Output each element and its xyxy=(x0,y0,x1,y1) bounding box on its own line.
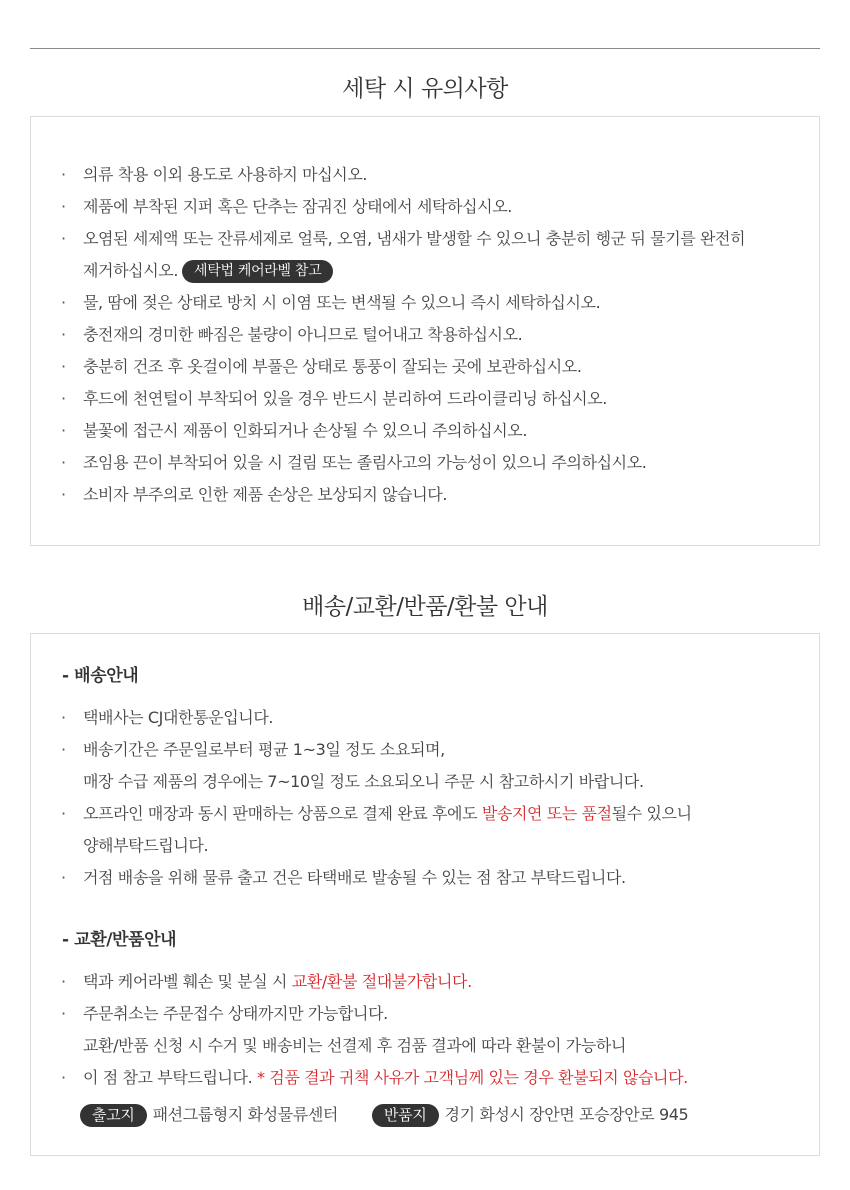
item-text: 충분히 건조 후 옷걸이에 부풀은 상태로 통풍이 잘되는 곳에 보관하십시오. xyxy=(83,357,582,376)
list-item-continuation xyxy=(31,830,819,862)
delivery-box xyxy=(30,633,820,1156)
bullet: · xyxy=(61,804,66,823)
returns-heading: - 교환/반품안내 xyxy=(62,930,177,950)
bullet: · xyxy=(61,293,66,312)
inspection-warning-text: * 검품 결과 귀책 사유가 고객님께 있는 경우 환불되지 않습니다. xyxy=(257,1068,688,1087)
bullet: · xyxy=(61,325,66,344)
bullet: · xyxy=(61,421,66,440)
bullet: · xyxy=(61,740,66,759)
item-text: 충전재의 경미한 빠짐은 불량이 아니므로 털어내고 착용하십시오. xyxy=(83,325,523,344)
list-item xyxy=(31,415,819,447)
item-text: 양해부탁드립니다. xyxy=(83,836,209,855)
item-text: 주문취소는 주문접수 상태까지만 가능합니다. xyxy=(83,1004,388,1023)
item-text: 택과 케어라벨 훼손 및 분실 시 xyxy=(83,972,292,991)
item-text: 교환/반품 신청 시 수거 및 배송비는 선결제 후 검품 결과에 따라 환불이 가능하니 xyxy=(83,1036,627,1055)
item-text: 불꽃에 접근시 제품이 인화되거나 손상될 수 있으니 주의하십시오. xyxy=(83,421,528,440)
list-item xyxy=(31,159,819,191)
list-item xyxy=(31,734,819,766)
item-text: 될수 있으니 xyxy=(611,804,692,823)
item-text: 오프라인 매장과 동시 판매하는 상품으로 결제 완료 후에도 xyxy=(83,804,482,823)
release-label-badge: 출고지 xyxy=(80,1104,147,1127)
bullet: · xyxy=(61,972,66,991)
release-address: 패션그룹형지 화성물류센터 xyxy=(152,1105,338,1124)
no-refund-warning-text: 교환/환불 절대불가합니다. xyxy=(291,972,472,991)
list-item xyxy=(31,287,819,319)
bullet: · xyxy=(61,1004,66,1023)
return-address: 경기 화성시 장안면 포승장안로 945 xyxy=(444,1105,689,1124)
address-row xyxy=(80,1102,688,1127)
item-text: 조임용 끈이 부착되어 있을 시 걸림 또는 졸림사고의 가능성이 있으니 주의하십시오. xyxy=(83,453,647,472)
delivery-section-title: 배송/교환/반품/환불 안내 xyxy=(302,594,548,620)
list-item xyxy=(31,191,819,223)
list-item xyxy=(31,319,819,351)
top-divider xyxy=(30,48,820,49)
list-item xyxy=(31,479,819,511)
item-text: 제품에 부착된 지퍼 혹은 단추는 잠궈진 상태에서 세탁하십시오. xyxy=(83,197,512,216)
item-text: 제거하십시오. xyxy=(83,261,179,280)
item-text: 오염된 세제액 또는 잔류세제로 얼룩, 오염, 냄새가 발생할 수 있으니 충분히 헹군 뒤 물기를 완전히 xyxy=(83,229,746,248)
bullet: · xyxy=(61,1068,66,1087)
item-text: 매장 수급 제품의 경우에는 7~10일 정도 소요되오니 주문 시 참고하시기 바랍니다. xyxy=(83,772,644,791)
item-text: 소비자 부주의로 인한 제품 손상은 보상되지 않습니다. xyxy=(83,485,448,504)
bullet: · xyxy=(61,357,66,376)
list-item xyxy=(31,966,819,998)
item-text: 배송기간은 주문일로부터 평균 1~3일 정도 소요되며, xyxy=(83,740,445,759)
list-item-continuation xyxy=(31,255,819,287)
item-text: 물, 땀에 젖은 상태로 방치 시 이염 또는 변색될 수 있으니 즉시 세탁하십시오. xyxy=(83,293,601,312)
bullet: · xyxy=(61,708,66,727)
list-item xyxy=(31,351,819,383)
list-item xyxy=(31,862,819,894)
shipping-heading: - 배송안내 xyxy=(62,666,139,686)
list-item-continuation xyxy=(31,766,819,798)
bullet: · xyxy=(61,165,66,184)
bullet: · xyxy=(61,868,66,887)
bullet: · xyxy=(61,453,66,472)
list-item xyxy=(31,223,819,255)
washing-list xyxy=(31,159,819,511)
item-text: 후드에 천연털이 부착되어 있을 경우 반드시 분리하여 드라이클리닝 하십시오. xyxy=(83,389,607,408)
list-item xyxy=(31,998,819,1030)
list-item xyxy=(31,383,819,415)
bullet: · xyxy=(61,229,66,248)
shipping-list xyxy=(31,702,819,894)
item-text: 이 점 참고 부탁드립니다. xyxy=(83,1068,257,1087)
care-label-badge: 세탁법 케어라벨 참고 xyxy=(182,260,333,283)
list-item xyxy=(31,1062,819,1094)
bullet: · xyxy=(61,197,66,216)
return-label-badge: 반품지 xyxy=(372,1104,439,1127)
washing-box xyxy=(30,116,820,546)
list-item-continuation xyxy=(31,1030,819,1062)
list-item xyxy=(31,447,819,479)
bullet: · xyxy=(61,389,66,408)
delay-warning-text: 발송지연 또는 품절 xyxy=(481,804,612,823)
list-item xyxy=(31,702,819,734)
item-text: 택배사는 CJ대한통운입니다. xyxy=(83,708,274,727)
item-text: 거점 배송을 위해 물류 출고 건은 타택배로 발송될 수 있는 점 참고 부탁드립니다. xyxy=(83,868,626,887)
list-item xyxy=(31,798,819,830)
washing-section-title: 세탁 시 유의사항 xyxy=(342,76,508,102)
returns-list xyxy=(31,966,819,1094)
bullet: · xyxy=(61,485,66,504)
item-text: 의류 착용 이외 용도로 사용하지 마십시오. xyxy=(83,165,368,184)
